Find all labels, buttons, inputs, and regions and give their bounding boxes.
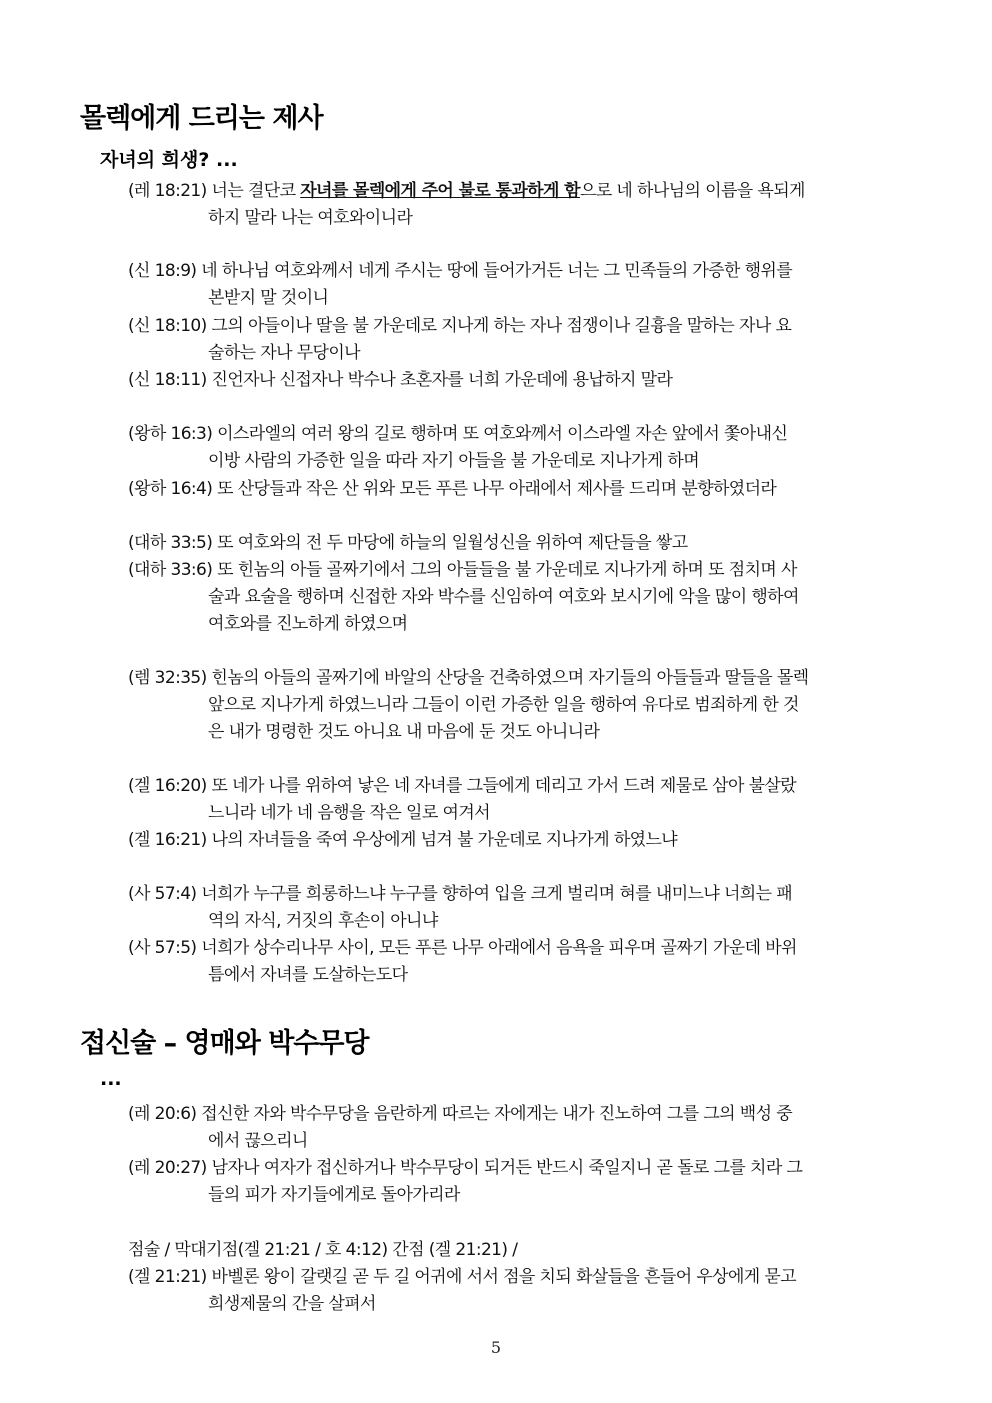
verse-continuation: 은 내가 명령한 것도 아니요 내 마음에 둔 것도 아니니라 [208, 722, 600, 742]
verse-text: 바벨론 왕이 갈랫길 곧 두 길 어귀에 서서 점을 치되 화살들을 흔들어 우상에게 묻고 [206, 1267, 797, 1287]
verse-jer-32-35 [128, 665, 858, 746]
verse-continuation: 틈에서 자녀를 도살하는도다 [208, 965, 408, 985]
verse-text: 또 네가 나를 위하여 낳은 네 자녀를 그들에게 데리고 가서 드려 제물로 삼아 불살랐 [206, 776, 797, 796]
verse-lev-20-6 [128, 1101, 858, 1155]
verse-emphasis: 자녀를 몰렉에게 주어 불로 통과하게 함 [300, 181, 580, 201]
verse-ezek-21-21 [128, 1264, 858, 1318]
verse-lev-18-21 [128, 178, 858, 232]
verse-text: 너희가 누구를 희롱하느냐 누구를 향하여 입을 크게 벌리며 혀를 내미느냐 너희는 패 [196, 884, 793, 904]
verse-text: 으로 네 하나님의 이름을 욕되게 [579, 181, 805, 201]
verse-2kings-16-4 [128, 476, 858, 503]
verse-text: 또 여호와의 전 두 마당에 하늘의 일월성신을 위하여 제단들을 쌓고 [212, 533, 688, 553]
verse-2kings-16-3 [128, 421, 858, 475]
verse-ref: (신 18:10) [128, 316, 207, 336]
verse-ref: (렘 32:35) [128, 668, 207, 688]
divination-note: 점술 / 막대기점(겔 21:21 / 호 4:12) 간점 (겔 21:21) / [128, 1240, 518, 1260]
verse-2chron-33-5 [128, 530, 858, 557]
verse-text: 너희가 상수리나무 사이, 모든 푸른 나무 아래에서 음욕을 피우며 골짜기 가운데 바위 [196, 938, 797, 958]
verse-ref: (신 18:11) [128, 370, 207, 390]
verse-continuation: 이방 사람의 가증한 일을 따라 자기 아들을 불 가운데로 지나가게 하며 [208, 451, 700, 471]
verse-text: 그의 아들이나 딸을 불 가운데로 지나게 하는 자나 점쟁이나 길흉을 말하는 자나 요 [206, 316, 792, 336]
verse-continuation: 들의 피가 자기들에게로 돌아가리라 [208, 1185, 460, 1205]
verse-ref: (사 57:5) [128, 938, 197, 958]
verse-text: 너는 결단코 [206, 181, 301, 201]
section-title-necromancy: 접신술 – 영매와 박수무당 [80, 1028, 369, 1059]
verse-text: 이스라엘의 여러 왕의 길로 행하며 또 여호와께서 이스라엘 자손 앞에서 쫓아내신 [212, 424, 788, 444]
verse-text: 접신한 자와 박수무당을 음란하게 따르는 자에게는 내가 진노하여 그를 그의 백성 중 [196, 1104, 793, 1124]
verse-continuation: 희생제물의 간을 살펴서 [208, 1294, 376, 1314]
verse-continuation: 에서 끊으리니 [208, 1131, 308, 1151]
verse-text: 힌놈의 아들의 골짜기에 바알의 산당을 건축하였으며 자기들의 아들들과 딸들을 몰렉 [206, 668, 809, 688]
verse-continuation: 술과 요술을 행하며 신접한 자와 박수를 신임하여 여호와 보시기에 악을 많이 행하여 [208, 587, 799, 607]
section-subtitle-molech: 자녀의 희생? ... [100, 149, 238, 171]
section-title-molech: 몰렉에게 드리는 제사 [80, 103, 323, 134]
verse-2chron-33-6 [128, 557, 858, 638]
verse-continuation: 본받지 말 것이니 [208, 288, 329, 308]
verse-continuation: 여호와를 진노하게 하였으며 [208, 614, 408, 634]
verse-isa-57-5 [128, 935, 858, 989]
verse-ref: (겔 16:20) [128, 776, 207, 796]
verse-isa-57-4 [128, 881, 858, 935]
verse-continuation: 하지 말라 나는 여호와이니라 [208, 208, 413, 228]
verse-ref: (사 57:4) [128, 884, 197, 904]
verse-ref: (왕하 16:3) [128, 424, 213, 444]
verse-ref: (레 20:27) [128, 1158, 207, 1178]
verse-continuation: 술하는 자나 무당이나 [208, 343, 361, 363]
verse-continuation: 느니라 네가 네 음행을 작은 일로 여겨서 [208, 803, 490, 823]
verse-text: 또 힌놈의 아들 골짜기에서 그의 아들들을 불 가운데로 지나가게 하며 또 점치며 사 [212, 560, 797, 580]
verse-ref: (신 18:9) [128, 261, 197, 281]
verse-deut-18-10 [128, 313, 858, 367]
verse-ezek-16-21 [128, 827, 858, 854]
verse-deut-18-9 [128, 258, 858, 312]
verse-ref: (레 20:6) [128, 1104, 197, 1124]
verse-ref: (왕하 16:4) [128, 479, 213, 499]
verse-text: 진언자나 신접자나 박수나 초혼자를 너희 가운데에 용납하지 말라 [206, 370, 673, 390]
verse-ref: (대하 33:6) [128, 560, 213, 580]
verse-continuation: 앞으로 지나가게 하였느니라 그들이 이런 가증한 일을 행하여 유다로 범죄하게 한 것 [208, 695, 799, 715]
verse-ref: (겔 21:21) [128, 1267, 207, 1287]
verse-text: 남자나 여자가 접신하거나 박수무당이 되거든 반드시 죽일지니 곧 돌로 그를 치라 그 [206, 1158, 803, 1178]
verse-text: 나의 자녀들을 죽여 우상에게 넘겨 불 가운데로 지나가게 하였느냐 [206, 830, 678, 850]
verse-ezek-16-20 [128, 773, 858, 827]
verse-ref: (대하 33:5) [128, 533, 213, 553]
verse-text: 또 산당들과 작은 산 위와 모든 푸른 나무 아래에서 제사를 드리며 분향하였더라 [212, 479, 777, 499]
verse-text: 네 하나님 여호와께서 네게 주시는 땅에 들어가거든 너는 그 민족들의 가증한 행위를 [196, 261, 793, 281]
section-subtitle-necromancy: ... [100, 1068, 122, 1090]
verse-ref: (레 18:21) [128, 181, 207, 201]
verse-deut-18-11 [128, 367, 858, 394]
verse-lev-20-27 [128, 1155, 858, 1209]
page-number: 5 [490, 1338, 502, 1357]
verse-continuation: 역의 자식, 거짓의 후손이 아니냐 [208, 911, 438, 931]
verse-ref: (겔 16:21) [128, 830, 207, 850]
